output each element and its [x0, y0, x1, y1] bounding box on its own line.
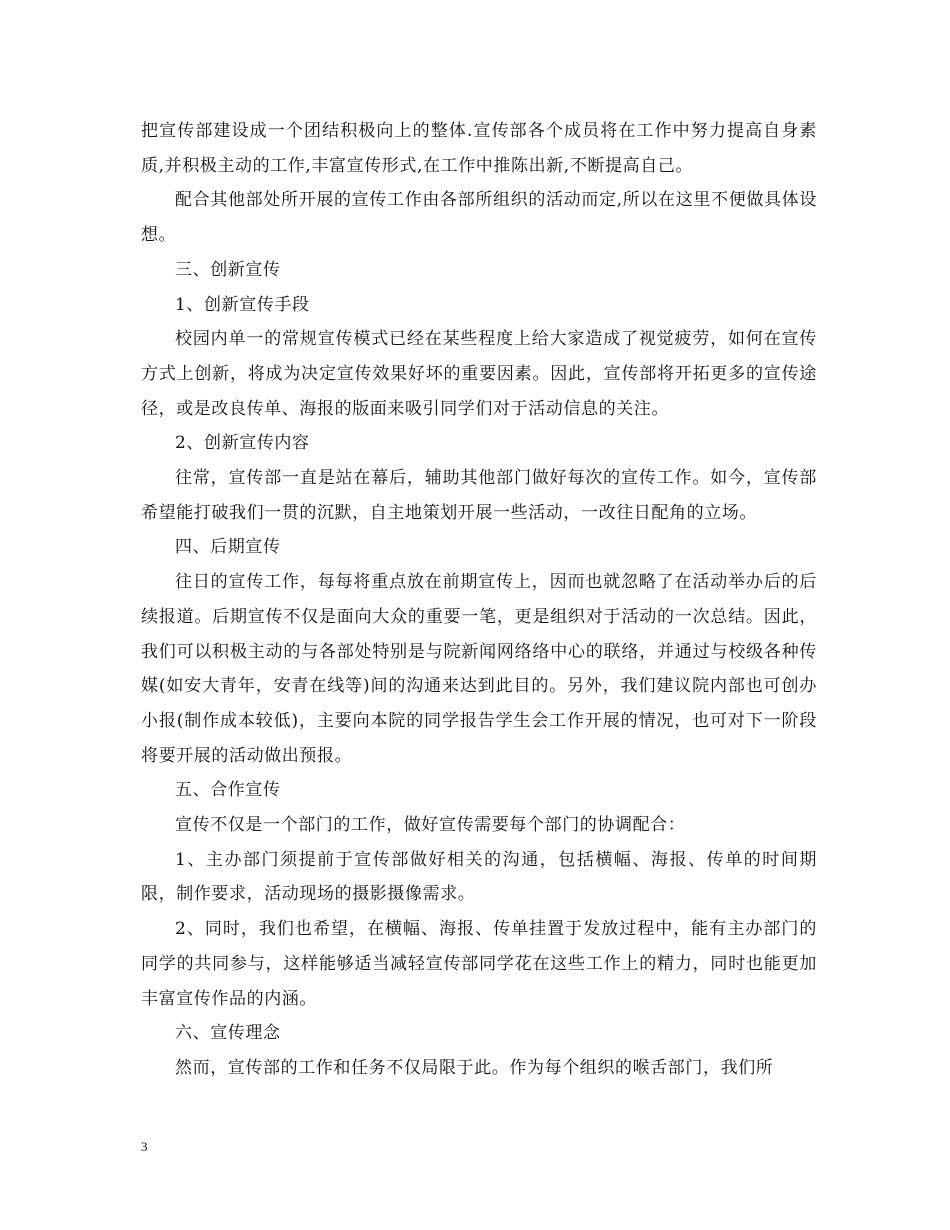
- section-heading: 三、创新宣传: [175, 259, 281, 280]
- paragraph: 校园内单一的常规宣传模式已经在某些程度上给大家造成了视觉疲劳，如何在宣传方式上创新，将成为决定宣传效果好坏的重要因素。因此，宣传部将开拓更多的宣传途径，或是改良传单、海报的版面来吸引同学们对于活动信息的关注。: [141, 329, 817, 419]
- page-number: 3: [141, 1139, 148, 1154]
- paragraph: 往日的宣传工作，每每将重点放在前期宣传上，因而也就忽略了在活动举办后的后续报道。后期宣传不仅是面向大众的重要一笔，更是组织对于活动的一次总结。因此，我们可以积极主动的与各部处特别是与院新闻网络络中心的联络，并通过与校级各种传媒(如安大青年，安青在线等)间的沟通来达到此目的。另外，我们建议院内部也可创办小报(制作成本较低)，主要向本院的同学报告学生会工作开展的情况，也可对下一阶段将要开展的活动做出预报。: [141, 572, 817, 766]
- document-body: [141, 114, 817, 1086]
- paragraph: 配合其他部处所开展的宣传工作由各部所组织的活动而定,所以在这里不便做具体设想。: [141, 190, 817, 246]
- paragraph: 然而，宣传部的工作和任务不仅局限于此。作为每个组织的喉舌部门，我们所: [175, 1057, 774, 1078]
- paragraph: 1、主办部门须提前于宣传部做好相关的沟通，包括横幅、海报、传单的时间期限，制作要求，活动现场的摄影摄像需求。: [141, 849, 817, 905]
- section-heading: 六、宣传理念: [175, 1023, 281, 1044]
- paragraph: 宣传不仅是一个部门的工作，做好宣传需要每个部门的协调配合：: [175, 815, 686, 836]
- subsection-heading: 2、创新宣传内容: [175, 433, 310, 454]
- paragraph: 2、同时，我们也希望，在横幅、海报、传单挂置于发放过程中，能有主办部门的同学的共同参与，这样能够适当减轻宣传部同学花在这些工作上的精力，同时也能更加丰富宣传作品的内涵。: [141, 919, 817, 1009]
- section-heading: 五、合作宣传: [175, 780, 281, 801]
- subsection-heading: 1、创新宣传手段: [175, 294, 310, 315]
- paragraph: 往常，宣传部一直是站在幕后，辅助其他部门做好每次的宣传工作。如今，宣传部希望能打破我们一贯的沉默，自主地策划开展一些活动，一改往日配角的立场。: [141, 468, 817, 523]
- section-heading: 四、后期宣传: [175, 537, 281, 558]
- paragraph-continued: 把宣传部建设成一个团结积极向上的整体.宣传部各个成员将在工作中努力提高自身素质,并积极主动的工作,丰富宣传形式,在工作中推陈出新,不断提高自己。: [141, 121, 817, 176]
